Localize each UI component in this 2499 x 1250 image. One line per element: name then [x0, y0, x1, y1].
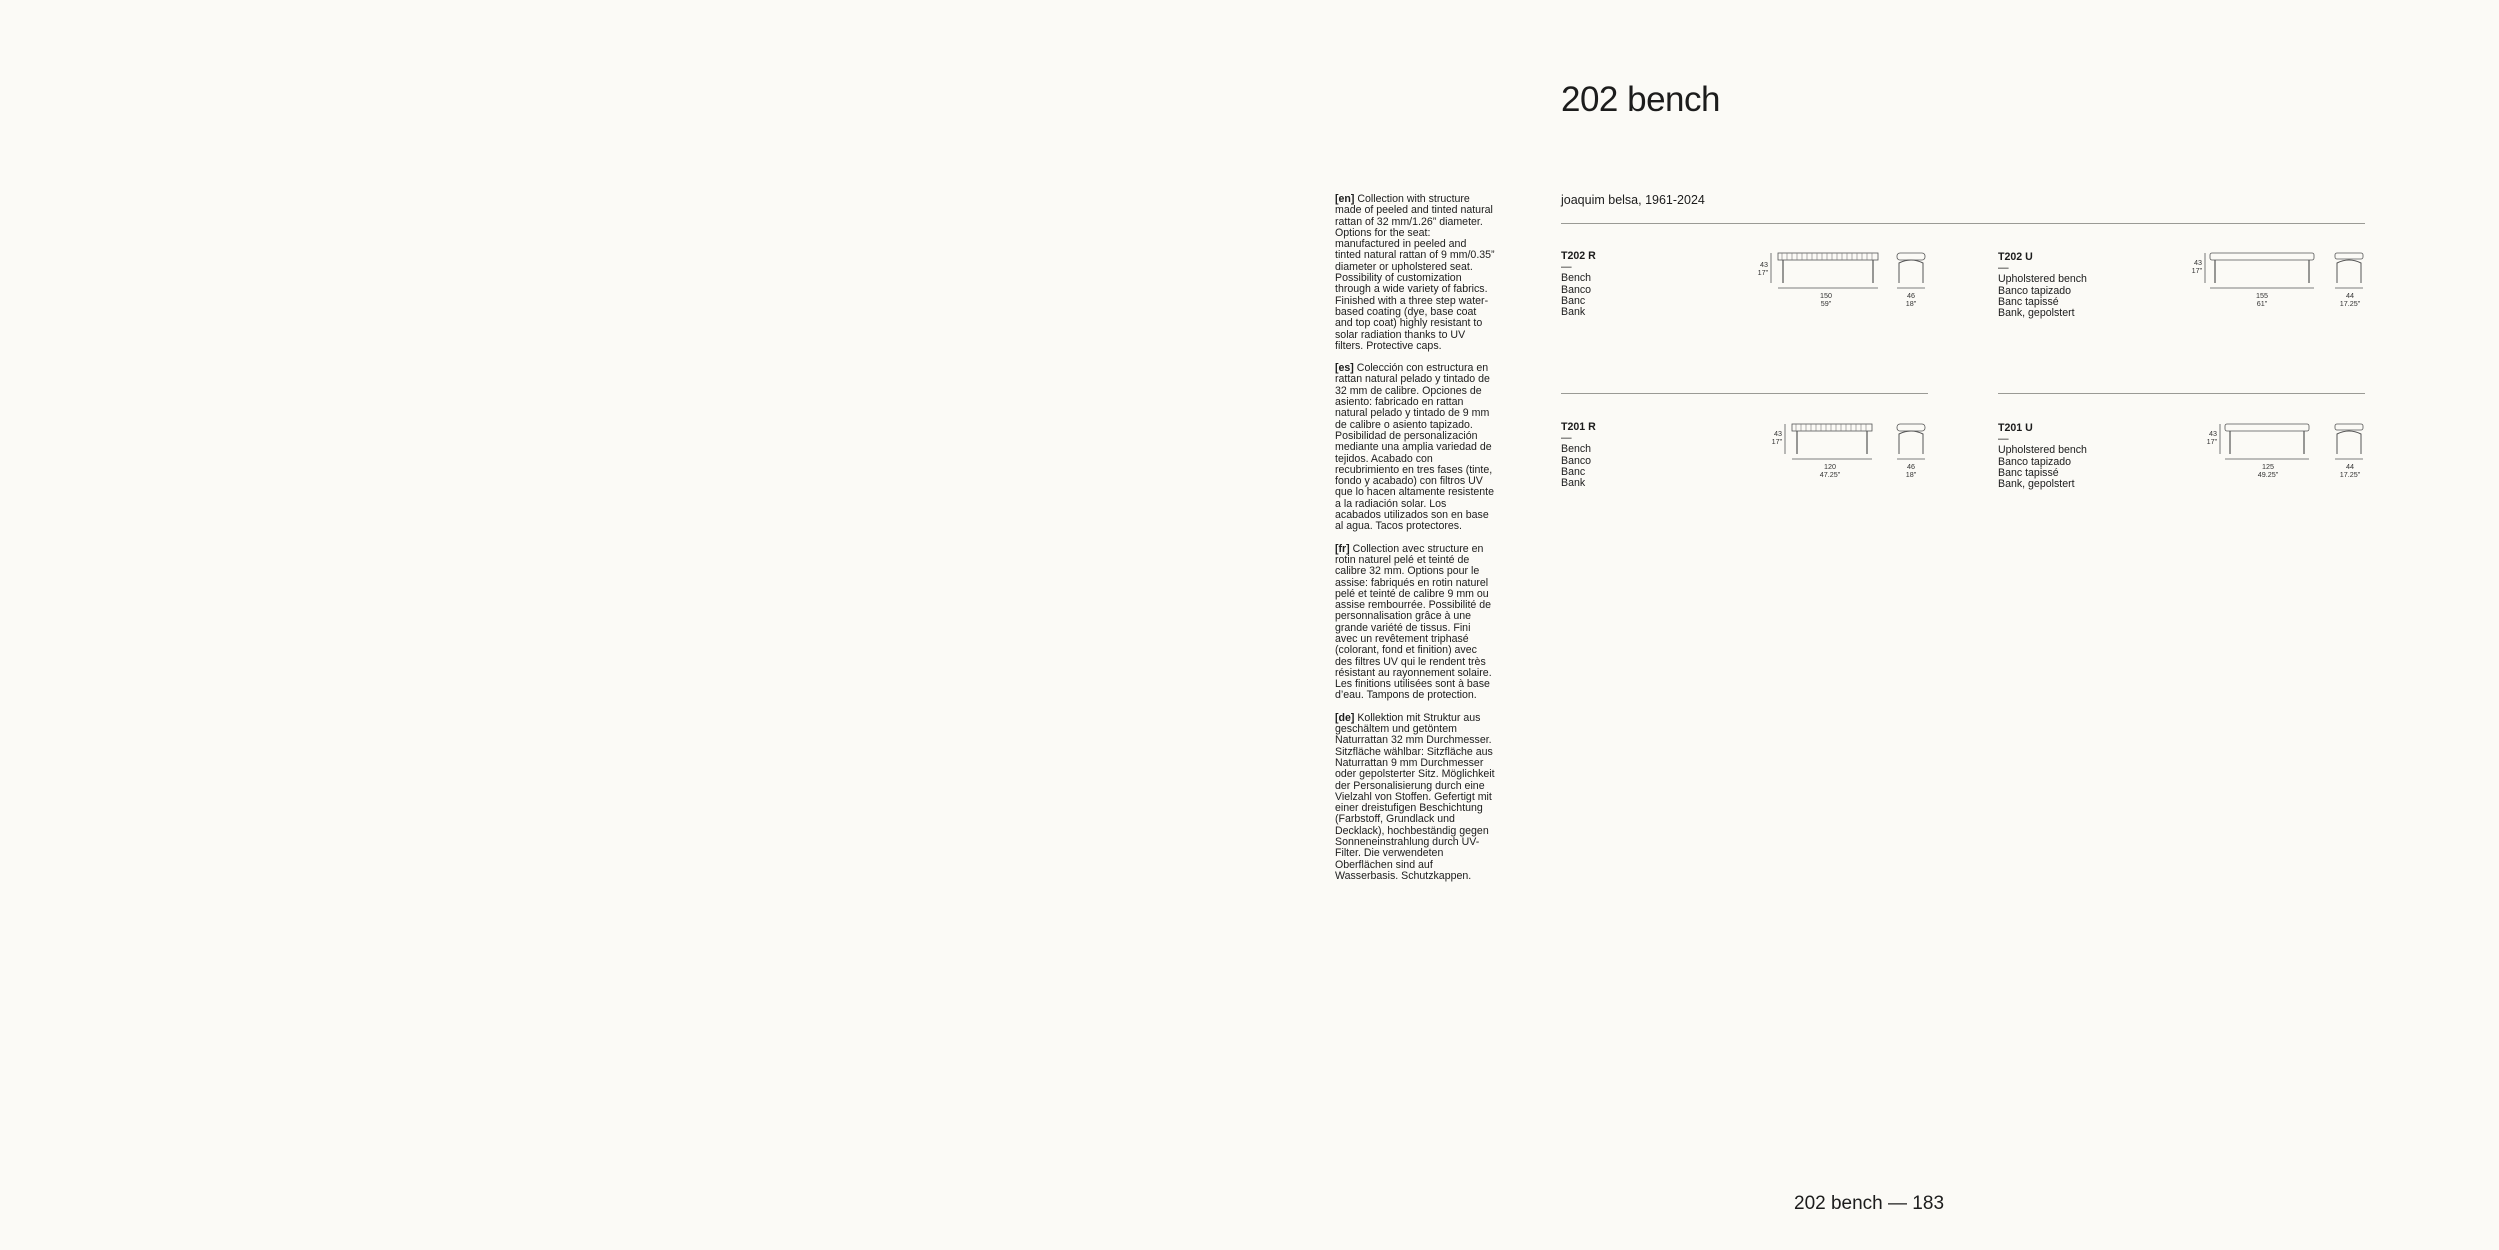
product-name-es: Banco — [1561, 283, 1592, 296]
depth-label: 44 17.25” — [2339, 291, 2361, 308]
lang-tag-de: [de] — [1335, 711, 1355, 724]
bench-side-drawing — [2332, 422, 2366, 462]
divider-left — [1561, 393, 1928, 394]
product-t201u — [1998, 423, 2087, 490]
height-label: 43 17” — [1771, 429, 1782, 446]
product-name-en: Bench — [1561, 443, 1592, 456]
product-t202r — [1561, 251, 1596, 318]
length-label: 120 47.25” — [1819, 462, 1841, 479]
height-label: 43 17” — [1757, 260, 1768, 277]
product-code: T202 R — [1561, 250, 1596, 262]
product-dash: — — [1998, 433, 2009, 446]
product-name-en: Upholstered bench — [1998, 273, 2087, 286]
height-label: 43 17” — [2191, 258, 2202, 275]
product-dash: — — [1561, 432, 1572, 445]
product-dash: — — [1998, 262, 2009, 275]
product-t201r — [1561, 422, 1596, 489]
depth-label: 46 18” — [1905, 291, 1917, 308]
bench-front-drawing — [2219, 422, 2311, 462]
product-name-de: Bank — [1561, 477, 1586, 490]
bench-front-drawing — [2204, 251, 2316, 291]
bench-side-drawing — [1894, 251, 1928, 291]
product-name-es: Banco tapizado — [1998, 455, 2072, 468]
bench-front-drawing — [1770, 251, 1882, 291]
product-name-es: Banco — [1561, 454, 1592, 467]
bench-front-drawing — [1784, 422, 1876, 462]
description-fr — [1335, 544, 1495, 702]
bench-side-drawing — [1894, 422, 1928, 462]
product-name-fr: Banc — [1561, 294, 1586, 307]
product-code: T201 U — [1998, 422, 2033, 434]
product-t202u — [1998, 252, 2087, 319]
bench-side-drawing — [2332, 251, 2366, 291]
description-de — [1335, 713, 1495, 882]
description-es — [1335, 363, 1495, 532]
description-en-text: Collection with structure made of peeled and tinted natural rattan of 32 mm/1.26” diameter. Options for the seat: manufactured in peeled and tinted natural rattan of 9 mm/0.35” diameter or upholstered seat. Possibility of customization through a wide variety of fabrics. Finished with a three step water-based coating (dye, base coat and top coat) highly resistant to solar radiation thanks to UV filters. Protective caps. — [1335, 193, 1495, 352]
product-name-de: Bank, gepolstert — [1998, 307, 2075, 320]
divider-top — [1561, 223, 2365, 224]
product-name-en: Bench — [1561, 272, 1592, 285]
length-label: 125 49.25” — [2257, 462, 2279, 479]
description-en — [1335, 194, 1495, 352]
product-name-fr: Banc tapissé — [1998, 295, 2059, 308]
product-name-de: Bank — [1561, 306, 1586, 319]
description-column — [1335, 194, 1495, 893]
page-title: 202 bench — [1561, 80, 1720, 119]
height-label: 43 17” — [2206, 429, 2217, 446]
product-name-es: Banco tapizado — [1998, 284, 2072, 297]
description-fr-text: Collection avec structure en rotin naturel pelé et teinté de calibre 32 mm. Options pour le assise: fabriqués en rotin naturel pelé et teinté de calibre 9 mm ou assise rembourrée. Possibilité de personnalisation grâce à une grande variété de tissus. Fini avec un revêtement triphasé (colorant, fond et finition) avec des filtres UV qui le rendent très résistant au rayonnement solaire. Les finitions utilisées sont à base d’eau. Tampons de protection. — [1335, 542, 1492, 702]
product-name-de: Bank, gepolstert — [1998, 478, 2075, 491]
product-code: T202 U — [1998, 251, 2033, 263]
lang-tag-es: [es] — [1335, 362, 1354, 375]
depth-label: 46 18” — [1905, 462, 1917, 479]
description-de-text: Kollektion mit Struktur aus geschältem und getöntem Naturrattan 32 mm Durchmesser. Sitzfläche wählbar: Sitzfläche aus Naturrattan 9 mm Durchmesser oder gepolsterter Sitz. Möglichkeit der Personalisierung durch eine Vielzahl von Stoffen. Gefertigt mit einer dreistufigen Beschichtung (Farbstoff, Grundlack und Decklack), hochbeständig gegen Sonneneinstrahlung durch UV-Filter. Die verwendeten Oberflächen sind auf Wasserbasis. Schutzkappen. — [1335, 711, 1495, 882]
length-label: 155 61” — [2256, 291, 2268, 308]
product-dash: — — [1561, 261, 1572, 274]
product-name-fr: Banc tapissé — [1998, 466, 2059, 479]
product-name-fr: Banc — [1561, 465, 1586, 478]
length-label: 150 59” — [1820, 291, 1832, 308]
divider-right — [1998, 393, 2365, 394]
designer-credit: joaquim belsa, 1961-2024 — [1561, 193, 1705, 207]
description-es-text: Colección con estructura en rattan natural pelado y tintado de 32 mm de calibre. Opciones de asiento: fabricado en rattan natural pelado y tintado de 9 mm de calibre o asiento tapizado. Posibilidad de personalización mediante una amplia variedad de tejidos. Acabado con recubrimiento en tres fases (tinte, fondo y acabado) con filtros UV que lo hacen altamente resistente a la radiación solar. Los acabados utilizados son en base al agua. Tacos protectores. — [1335, 362, 1495, 533]
lang-tag-fr: [fr] — [1335, 542, 1350, 555]
product-name-en: Upholstered bench — [1998, 444, 2087, 457]
depth-label: 44 17.25” — [2339, 462, 2361, 479]
lang-tag-en: [en] — [1335, 193, 1355, 205]
page-footer: 202 bench — 183 — [1794, 1193, 1945, 1214]
product-code: T201 R — [1561, 421, 1596, 433]
